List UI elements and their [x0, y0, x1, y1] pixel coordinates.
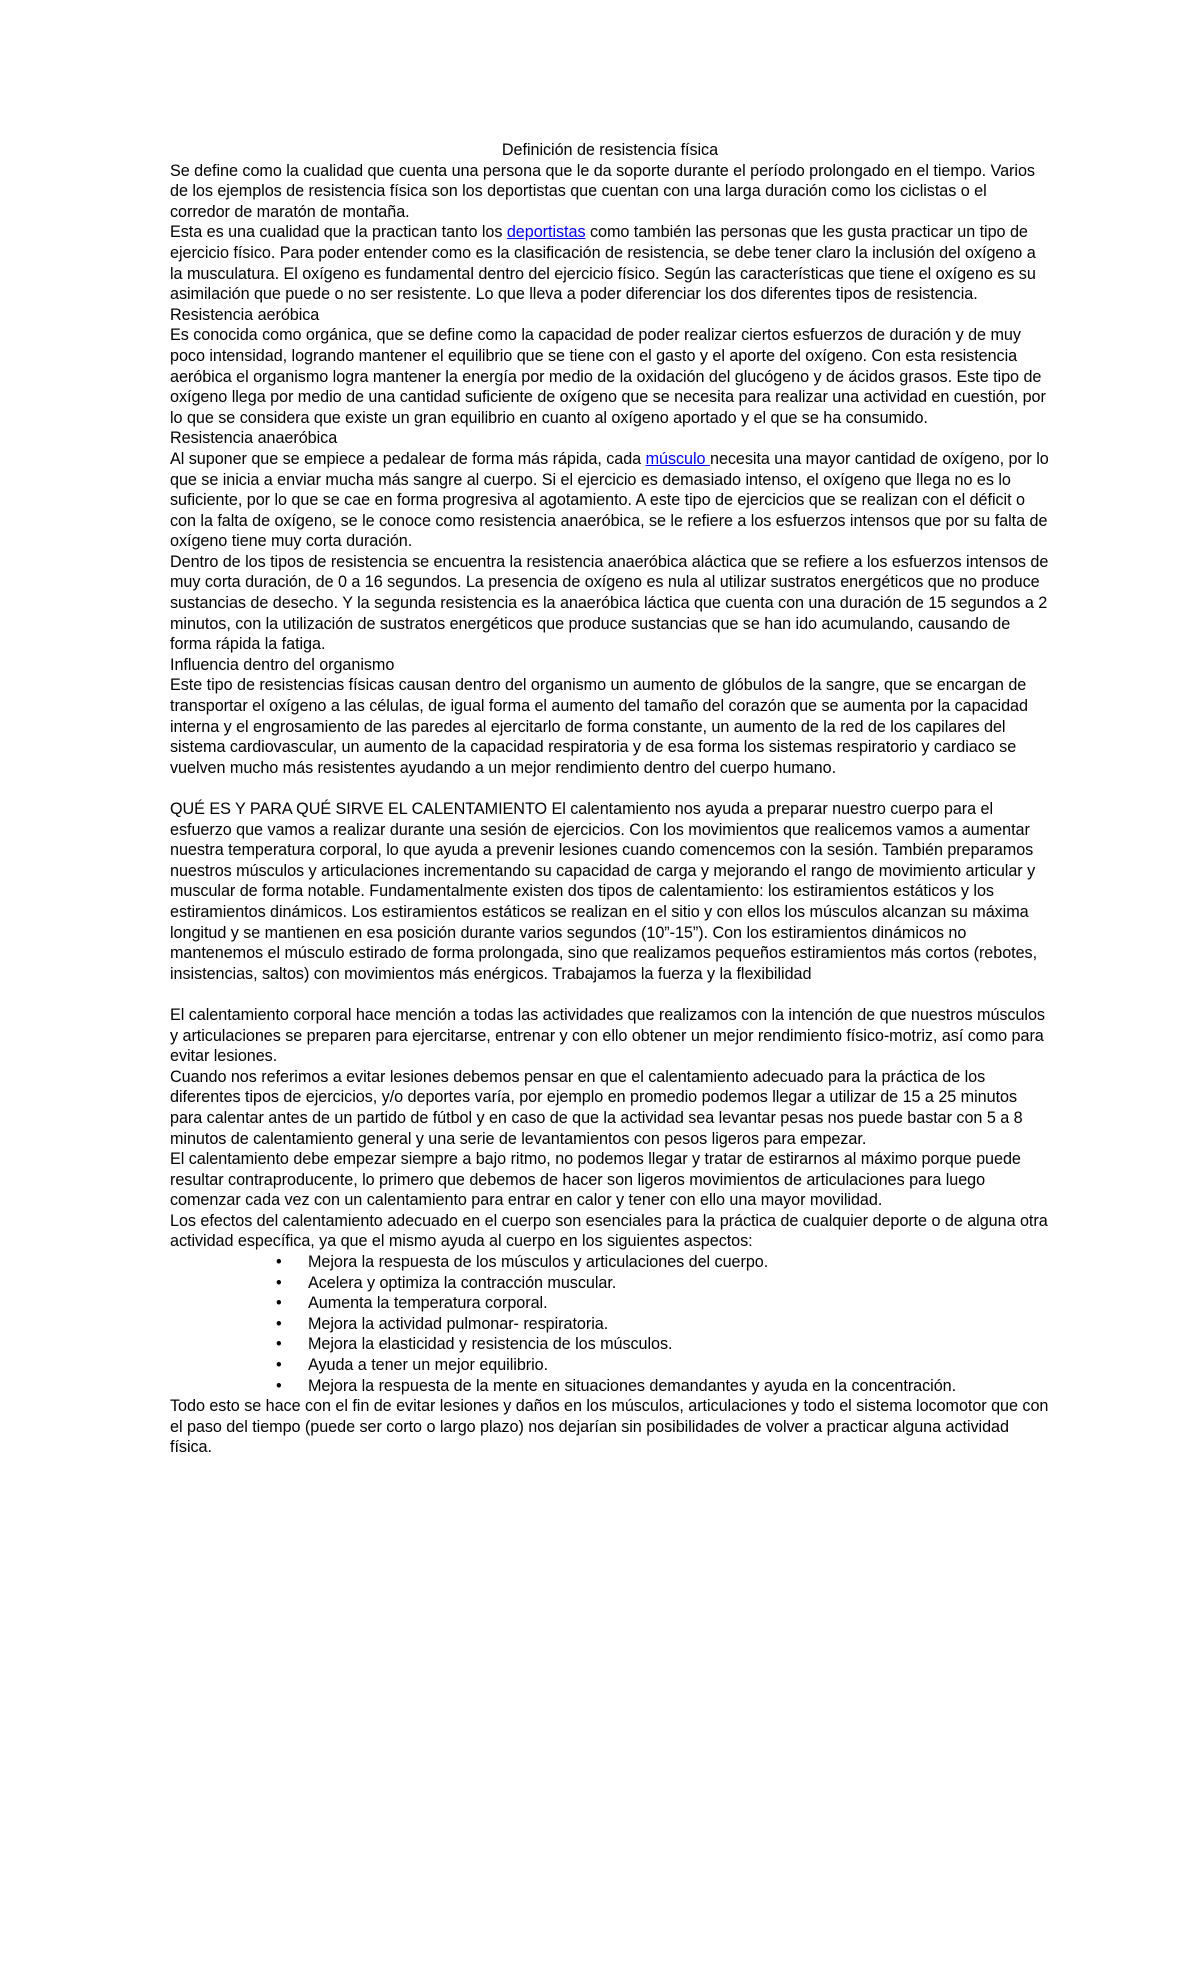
bullet-item-text: Aumenta la temperatura corporal.: [308, 1294, 548, 1313]
anaerobic-paragraph-1-text-a: Al suponer que se empiece a pedalear de forma más rápida, cada: [170, 449, 646, 468]
warmup-paragraph-4: El calentamiento debe empezar siempre a bajo ritmo, no podemos llegar y tratar de estirarnos al máximo porque puede resultar contraproducente, lo primero que debemos de hacer son ligeros movimientos de articulaciones para luego comenzar cada vez con un calentamiento para entrar en calor y tener con ello una mayor movilidad.: [170, 1150, 1021, 1210]
bullet-icon: •: [276, 1314, 282, 1333]
influence-paragraph: Este tipo de resistencias físicas causan dentro del organismo un aumento de glóbulos de la sangre, que se encargan de transportar el oxígeno a las células, de igual forma el aumento del tamaño del corazón que se aumenta por la capacidad interna y el engrosamiento de las paredes al ejercitarlo de forma constante, un aumento de la red de los capilares del sistema cardiovascular, un aumento de la capacidad respiratoria y de esa forma los sistemas respiratorio y cardiaco se vuelven mucho más resistentes ayudando a un mejor rendimiento dentro del cuerpo humano.: [170, 676, 1028, 777]
anaerobic-heading: Resistencia anaeróbica: [170, 429, 338, 448]
document-page: [170, 140, 1050, 1458]
bullet-item-text: Mejora la respuesta de la mente en situaciones demandantes y ayuda en la concentración.: [308, 1376, 957, 1395]
bullet-item-text: Acelera y optimiza la contracción muscular.: [308, 1273, 617, 1292]
warmup-paragraph-3: Cuando nos referimos a evitar lesiones debemos pensar en que el calentamiento adecuado para la práctica de los diferentes tipos de ejercicios, y/o deportes varía, por ejemplo en promedio podemos llegar a utilizar de 15 a 25 minutos para calentar antes de un partido de fútbol y en caso de que la actividad sea levantar pesas nos puede bastar con 5 a 8 minutos de calentamiento general y una serie de levantamientos con pesos ligeros para empezar.: [170, 1067, 1023, 1148]
influence-heading: Influencia dentro del organismo: [170, 655, 395, 674]
intro-paragraph-1: Se define como la cualidad que cuenta una persona que le da soporte durante el período prolongado en el tiempo. Varios de los ejemplos de resistencia física son los deportistas que cuentan con una larga duración como los ciclistas o el corredor de maratón de montaña.: [170, 161, 1035, 221]
bullet-item: [170, 1355, 1050, 1376]
bullet-item: [170, 1252, 1050, 1273]
anaerobic-paragraph-2: Dentro de los tipos de resistencia se encuentra la resistencia anaeróbica aláctica que se refiere a los esfuerzos intensos de muy corta duración, de 0 a 16 segundos. La presencia de oxígeno es nula al utilizar sustratos energéticos que no produce sustancias de desecho. Y la segunda resistencia es la anaeróbica láctica que cuenta con una duración de 15 segundos a 2 minutos, con la utilización de sustratos energéticos que produce sustancias que se han ido acumulando, causando de forma rápida la fatiga.: [170, 552, 1049, 654]
bullet-icon: •: [276, 1356, 282, 1375]
aerobic-paragraph: Es conocida como orgánica, que se define como la capacidad de poder realizar ciertos esfuerzos de duración y de muy poco intensidad, logrando mantener el equilibrio que se tiene con el gasto y el aporte del oxígeno. Con esta resistencia aeróbica el organismo logra mantener la energía por medio de la oxidación del glucógeno y de ácidos grasos. Este tipo de oxígeno llega por medio de una cantidad suficiente de oxígeno que se necesita para realizar una actividad en cuestión, por lo que se considera que existe un gran equilibrio en cuanto al oxígeno aportado y el que se ha consumido.: [170, 326, 1046, 427]
anaerobic-paragraph-1-text-b: necesita una mayor cantidad de oxígeno, por lo que se inicia a enviar mucha más sangre al cuerpo. Si el ejercicio es demasiado intenso, el oxígeno que llega no es lo suficiente, por lo que se cae en forma progresiva al agotamiento. A este tipo de ejercicios que se realizan con el déficit o con la falta de oxígeno, se le conoce como resistencia anaeróbica, se le refiere a los esfuerzos intensos que por su falta de oxígeno tiene muy corta duración.: [170, 449, 1049, 551]
bullet-item-text: Mejora la elasticidad y resistencia de los músculos.: [308, 1335, 673, 1354]
bullet-item: [170, 1293, 1050, 1314]
bullet-icon: •: [276, 1335, 282, 1354]
bullet-item: [170, 1314, 1050, 1335]
warmup-paragraph-2: El calentamiento corporal hace mención a todas las actividades que realizamos con la intención de que nuestros músculos y articulaciones se preparen para ejercitarse, entrenar y con ello obtener un mejor rendimiento físico-motriz, así como para evitar lesiones.: [170, 1005, 1045, 1066]
deportistas-link[interactable]: deportistas: [506, 223, 586, 242]
blank-line: [170, 984, 1050, 1005]
closing-paragraph: Todo esto se hace con el fin de evitar lesiones y daños en los músculos, articulaciones y todo el sistema locomotor que con el paso del tiempo (puede ser corto o largo plazo) nos dejarían sin posibilidades de volver a practicar alguna actividad física.: [170, 1397, 1049, 1457]
bullet-item: [170, 1334, 1050, 1355]
warmup-paragraph-1: QUÉ ES Y PARA QUÉ SIRVE EL CALENTAMIENTO El calentamiento nos ayuda a preparar nuestro cuerpo para el esfuerzo que vamos a realizar durante una sesión de ejercicios. Con los movimientos que realicemos vamos a aumentar nuestra temperatura corporal, lo que ayuda a prevenir lesiones cuando comencemos con la sesión. También preparamos nuestros músculos y articulaciones incrementando su capacidad de carga y mejorando el rango de movimiento articular y muscular de forma notable. Fundamentalmente existen dos tipos de calentamiento: los estiramientos estáticos y los estiramientos dinámicos. Los estiramientos estáticos se realizan en el sitio y con ellos los músculos alcanzan su máxima longitud y se mantienen en esa posición durante varios segundos (10”-15”). Con los estiramientos dinámicos no mantenemos el músculo estirado de forma prolongada, sino que realizamos pequeños estiramientos más cortos (rebotes, insistencias, saltos) con movimientos más enérgicos. Trabajamos la fuerza y la flexibilidad: [170, 800, 1038, 983]
intro-paragraph-2-text-a: Esta es una cualidad que la practican tanto los: [170, 223, 507, 242]
effects-bullet-list: [170, 1252, 1050, 1396]
bullet-item-text: Mejora la respuesta de los músculos y articulaciones del cuerpo.: [308, 1253, 769, 1272]
intro-paragraph-2-text-b: como también las personas que les gusta practicar un tipo de ejercicio físico. Para poder entender como es la clasificación de resistencia, se debe tener claro la inclusión del oxígeno a la musculatura. El oxígeno es fundamental dentro del ejercicio físico. Según las características que tiene el oxígeno es su asimilación que puede o no ser resistente. Lo que lleva a poder diferenciar los dos diferentes tipos de resistencia.: [170, 223, 1036, 304]
bullet-item-text: Ayuda a tener un mejor equilibrio.: [308, 1356, 549, 1375]
bullet-item: [170, 1273, 1050, 1294]
bullet-item-text: Mejora la actividad pulmonar- respiratoria.: [308, 1314, 609, 1333]
bullet-item: [170, 1376, 1050, 1397]
warmup-paragraph-5: Los efectos del calentamiento adecuado en el cuerpo son esenciales para la práctica de cualquier deporte o de alguna otra actividad específica, ya que el mismo ayuda al cuerpo en los siguientes aspectos:: [170, 1211, 1048, 1251]
bullet-icon: •: [276, 1273, 282, 1292]
anaerobic-paragraph-1: [170, 449, 1050, 552]
blank-line: [170, 778, 1050, 799]
musculo-link[interactable]: músculo: [645, 449, 710, 468]
bullet-icon: •: [276, 1294, 282, 1313]
bullet-icon: •: [276, 1376, 282, 1395]
intro-paragraph-2: [170, 222, 1050, 304]
aerobic-heading: Resistencia aeróbica: [170, 305, 320, 324]
bullet-icon: •: [276, 1253, 282, 1272]
document-title: Definición de resistencia física: [501, 141, 719, 159]
